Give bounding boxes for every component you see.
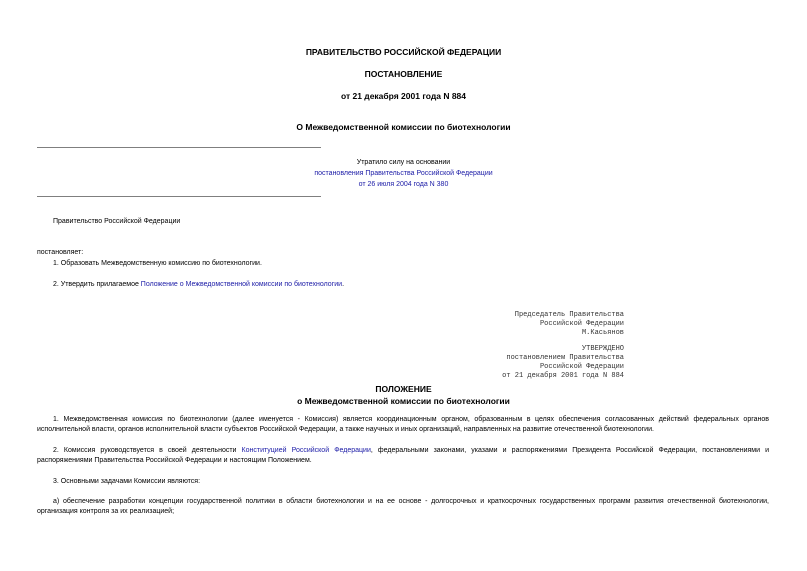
approval-stamp: УТВЕРЖДЕНО bbox=[581, 345, 624, 353]
signature-country: Российской Федерации bbox=[539, 320, 624, 328]
paragraph-2-suffix: , федеральными законами, указами и распоряжениями Президента Российской Федерации, постановлениями и распоряжениями Правительства Российской Федерации и настоящим Положением. bbox=[37, 447, 769, 464]
regulation-paragraph-3: 3. Основными задачами Комиссии являются: bbox=[53, 478, 201, 485]
item-2 bbox=[53, 281, 344, 288]
regulation-paragraph-2 bbox=[37, 446, 769, 466]
regulation-link[interactable]: Положение о Межведомственной комиссии по биотехнологии bbox=[140, 281, 343, 288]
regulation-title: ПОЛОЖЕНИЕ bbox=[375, 384, 432, 394]
government-heading: ПРАВИТЕЛЬСТВО РОССИЙСКОЙ ФЕДЕРАЦИИ bbox=[305, 47, 502, 57]
repeal-decree-link[interactable]: постановления Правительства Российской Федерации bbox=[314, 170, 493, 177]
decrees-text: постановляет: bbox=[37, 249, 84, 256]
document-title: О Межведомственной комиссии по биотехнологии bbox=[296, 122, 511, 132]
item-2-suffix: . bbox=[342, 281, 345, 288]
status-note-link-line2[interactable] bbox=[0, 181, 807, 188]
approval-line-3: Российской Федерации bbox=[539, 363, 624, 371]
regulation-paragraph-4: а) обеспечение разработки концепции государственной политики в области биотехнологии и на ее основе - долгосрочных и краткосрочных государственных программ развития отечественной биотехнологии, организация контроля за их реализацией; bbox=[37, 498, 769, 515]
divider-top bbox=[37, 147, 321, 148]
issuer-text: Правительство Российской Федерации bbox=[53, 218, 181, 225]
item-1: 1. Образовать Межведомственную комиссию по биотехнологии. bbox=[53, 260, 262, 267]
approval-line-4: от 21 декабря 2001 года N 884 bbox=[502, 372, 624, 380]
paragraph-2-prefix: 2. Комиссия руководствуется в своей деятельности bbox=[53, 447, 242, 454]
status-note-link-line1[interactable] bbox=[0, 170, 807, 177]
document-date-number: от 21 декабря 2001 года N 884 bbox=[340, 91, 467, 101]
approval-line-2: постановлением Правительства bbox=[506, 354, 624, 362]
document-type: ПОСТАНОВЛЕНИЕ bbox=[364, 69, 443, 79]
repeal-decree-date-link[interactable]: от 26 июля 2004 года N 380 bbox=[358, 181, 449, 188]
item-2-prefix: 2. Утвердить прилагаемое bbox=[53, 281, 141, 288]
regulation-paragraph-1: 1. Межведомственная комиссия по биотехнологии (далее именуется - Комиссия) является координационным органом, образованным в целях обеспечения согласованных действий федеральных органов исполнительной власти, органов исполнительной власти субъектов Российской Федерации, а также научных и иных организаций, направленных на развитие отечественной биотехнологии. bbox=[37, 416, 769, 433]
signature-name: М.Касьянов bbox=[581, 329, 624, 337]
status-note-text: Утратило силу на основании bbox=[356, 159, 451, 166]
regulation-subtitle: о Межведомственной комиссии по биотехнологии bbox=[297, 396, 510, 406]
signature-position: Председатель Правительства bbox=[514, 311, 624, 319]
divider-bottom bbox=[37, 196, 321, 197]
constitution-link[interactable]: Конституцией Российской Федерации bbox=[241, 447, 371, 454]
